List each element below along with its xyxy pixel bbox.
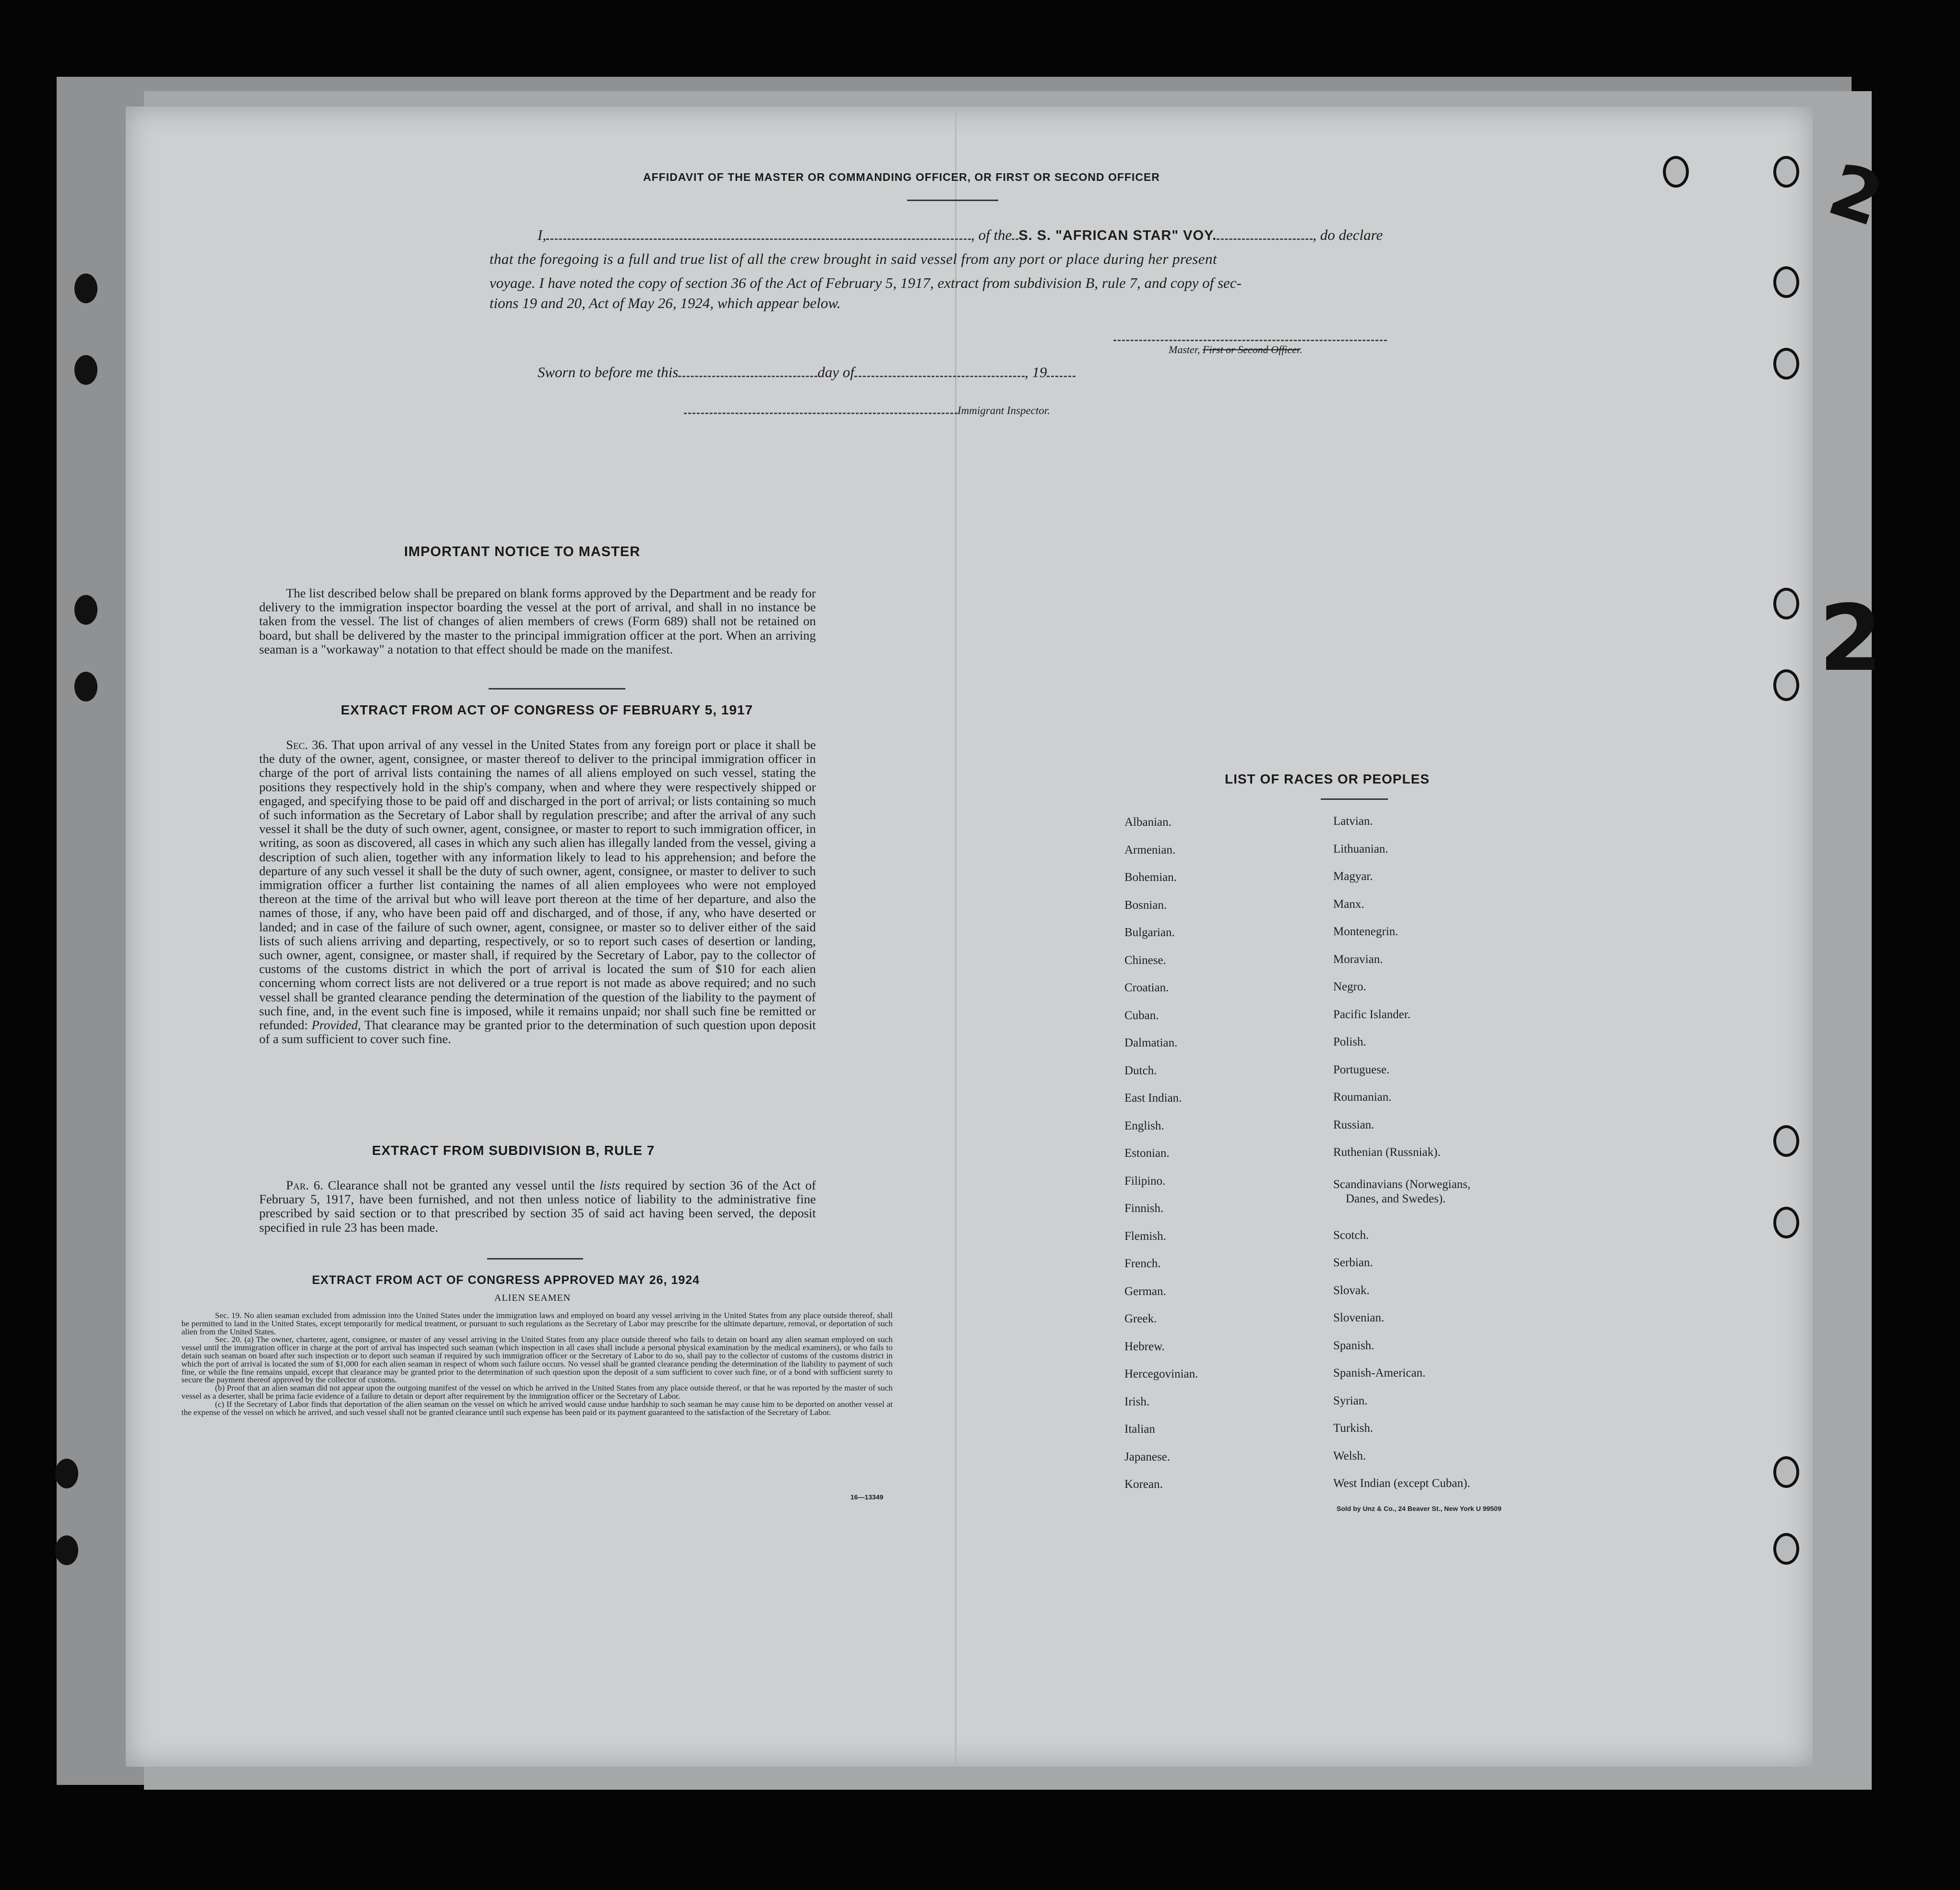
race-item: Polish. [1333,1035,1366,1048]
race-item: Bosnian. [1124,898,1167,912]
race-item: East Indian. [1124,1092,1182,1105]
struck-title: First or Second Officer [1202,344,1300,356]
handwritten-mark: 2 [1819,585,1883,691]
punch-hole [1773,669,1799,701]
race-item: Korean. [1124,1478,1163,1491]
signature-label: Master, First or Second Officer. [1169,344,1303,356]
vessel-stamp: S. S. "AFRICAN STAR" VOY. [1018,228,1217,243]
race-item: Montenegrin. [1333,925,1398,938]
rule-7-text: Par. 6. Clearance shall not be granted any vessel until the lists required by section 36 of the Act of February 5, 1917, have been furnished, and not then unless notice of liability to the administrative fine prescribed by said section or to that prescribed by section 35 of said act having been served, the deposit specified in rule 23 has been made. [259,1178,816,1235]
race-item: Moravian. [1333,952,1383,966]
signature-line [1113,340,1387,341]
rule-7-title: EXTRACT FROM SUBDIVISION B, RULE 7 [372,1143,655,1158]
race-item: Cuban. [1124,1009,1159,1022]
extract-1917-text: Sec. 36. That upon arrival of any vessel in the United States from any foreign port or place it shall be the duty of the owner, agent, consignee, or master thereof to deliver to the principal immigration officer in charge of the port of arrival lists containing the names of all aliens employed on such vessel, stating the positions they respectively hold in the ship's company, when and where they were respectively shipped or engaged, and specifying those to be paid off and discharged in the port of arrival; or lists containing so much of such information as the Secretary of Labor shall by regulation prescribe; and after the arrival of any such vessel it shall be the duty of such owner, agent, consignee, or master to report to such immigration officer, in writing, as soon as discovered, all cases in which any such alien has illegally landed from the vessel, giving a description of such alien, together with any information likely to lead to his apprehension; and before the departure of any such vessel it shall be the duty of such owner, agent, consignee, or master to deliver to such immigration officer a further list containing the names of all alien employees who were not employed thereon at the time of the arrival but who will leave port thereon at the time of her departure, and also the names of those, if any, who have been paid off and discharged, and of those, if any, who have deserted or landed; and in case of the failure of such owner, agent, consignee, or master so to deliver either of the said lists of such aliens arriving and departing, respectively, or so to report such cases of desertion or landing, such owner, agent, consignee, or master shall, if required by the Secretary of Labor, pay to the collector of customs of the customs district in which the port of arrival is located the sum of $10 for each alien concerning whom correct lists are not delivered or a true report is not made as above required; and no such vessel shall be granted clearance pending the determination of the question of the liability to the payment of such fine, and, in the event such fine is imposed, while it remains unpaid; nor shall such fine be remitted or refunded: Provided, That clearance may be granted prior to the determination of such question upon deposit of a sum sufficient to cover such fine. [259,737,816,1046]
form-number: 16—13349 [850,1493,884,1501]
race-item: Flemish. [1124,1229,1166,1243]
race-item: Slovenian. [1333,1311,1385,1324]
inspector-line: Immigrant Inspector. [684,404,1050,417]
affidavit-rule [907,200,998,201]
race-item: French. [1124,1257,1161,1270]
punch-hole [1773,588,1799,619]
binder-hole [74,273,97,303]
race-item: Scandinavians (Norwegians, [1333,1178,1471,1191]
race-item: Spanish. [1333,1339,1374,1352]
extract-1924-title: EXTRACT FROM ACT OF CONGRESS APPROVED MAY 26, 1924 [312,1273,700,1287]
extract-1917-title: EXTRACT FROM ACT OF CONGRESS OF FEBRUARY 5, 1917 [341,702,753,717]
race-item: Negro. [1333,980,1366,993]
punch-hole [1773,1125,1799,1157]
race-item: Syrian. [1333,1394,1368,1407]
punch-hole [1773,1207,1799,1238]
race-item: Ruthenian (Russniak). [1333,1146,1441,1159]
race-item: Japanese. [1124,1450,1171,1463]
race-item: Albanian. [1124,816,1171,829]
affidavit-of-the: , of the [971,226,1012,243]
affidavit-line-2: that the foregoing is a full and true list of all the crew brought in said vessel from any port or place during her present [490,250,1217,267]
race-item: Roumanian. [1333,1091,1392,1104]
race-item: Lithuanian. [1333,842,1388,856]
notice-title: IMPORTANT NOTICE TO MASTER [404,544,641,559]
race-item: Welsh. [1333,1449,1366,1462]
binder-hole [55,1459,78,1488]
sec-20b-text: (b) Proof that an alien seaman did not appear upon the outgoing manifest of the vessel on which he arrived in the United States from any place outside thereof, or that he was reported by the master of such vessel as a deserter, shall be prima facie evidence of a failure to detain or deport after requirement by the immigration officer or the Secretary of Labor. [181,1383,893,1401]
punch-hole [1773,266,1799,298]
race-item: Armenian. [1124,843,1176,856]
race-item: Danes, and Swedes). [1346,1192,1446,1205]
affidavit-title: AFFIDAVIT OF THE MASTER OR COMMANDING OFFICER, OR FIRST OR SECOND OFFICER [643,171,1160,183]
sec-36-label: Sec. 36. [286,737,328,752]
race-item: Slovak. [1333,1284,1370,1297]
race-item: English. [1124,1119,1164,1132]
race-item: Turkish. [1333,1422,1374,1435]
binder-hole [55,1535,78,1565]
handwritten-mark: 2 [1819,148,1893,243]
race-item: Filipino. [1124,1174,1166,1188]
race-item: Estonian. [1124,1147,1170,1160]
race-item: Latvian. [1333,815,1373,828]
race-item: Bulgarian. [1124,926,1175,939]
race-item: Bohemian. [1124,871,1177,884]
page-fold [955,107,956,1767]
race-item: Hebrew. [1124,1340,1165,1353]
races-rule [1321,798,1388,800]
race-item: Dalmatian. [1124,1036,1178,1049]
race-item: Russian. [1333,1118,1374,1131]
race-item: Finnish. [1124,1202,1164,1215]
extract-1924-text [181,1312,893,1416]
binder-hole [74,595,97,625]
printer-imprint: Sold by Unz & Co., 24 Beaver St., New York U 99509 [1337,1505,1502,1512]
race-item: Magyar. [1333,870,1373,883]
race-item: Hercegovinian. [1124,1367,1198,1380]
race-item: German. [1124,1284,1166,1298]
punch-hole [1773,348,1799,380]
par-6-label: Par. 6. [286,1178,323,1192]
race-item: West Indian (except Cuban). [1333,1477,1470,1490]
race-item: Manx. [1333,897,1364,911]
affidavit-i: I, [538,226,547,243]
binder-hole [74,355,97,385]
race-item: Italian [1124,1423,1155,1436]
race-item: Chinese. [1124,953,1166,967]
races-title: LIST OF RACES OR PEOPLES [1225,772,1430,786]
rule-7-rule [487,1258,583,1260]
race-item: Irish. [1124,1395,1150,1408]
race-item: Greek. [1124,1312,1157,1325]
sec-20a-text: Sec. 20. (a) The owner, charterer, agent, consignee, or master of any vessel arriving in the United States from any place outside thereof who fails to detain on board any alien seaman employed on such vessel until the immigration officer in charge at the port of arrival has inspected such seaman (which inspection in all cases shall include a personal physical examination by the medical examiners), or who fails to detain such seaman on board after such inspection or to deport such seaman if required by such immigration officer or the Secretary of Labor to do so, shall pay to the collector of customs of the customs district in which the port of arrival is located the sum of $1,000 for each alien seaman in respect of whom such failure occurs. No vessel shall be granted clearance pending the determination of the liability to payment of such fine, or while the fine remains unpaid, except that clearance may be granted prior to the determination of such question upon the deposit of a sum sufficient to cover such fine, or of a bond with sufficient surety to secure the payment thereof approved by the collector of customs. [181,1335,893,1385]
notice-rule [489,688,625,689]
punch-hole [1773,1456,1799,1488]
race-item: Serbian. [1333,1256,1373,1269]
race-item: Pacific Islander. [1333,1008,1411,1021]
notice-text: The list described below shall be prepared on blank forms approved by the Department and be ready for delivery to the immigration inspector boarding the vessel at the port of arrival, and shall in no instance be taken from the vessel. The list of changes of alien members of crews (Form 689) shall not be retained on board, but shall be delivered by the master to the principal immigration officer at the port. When an arriving seaman is a "workaway" a notation to that effect should be made on the manifest. [259,586,816,656]
affidavit-line-1 [538,226,1383,244]
affidavit-line-4: tions 19 and 20, Act of May 26, 1924, which appear below. [490,295,841,311]
race-item: Spanish-American. [1333,1367,1426,1379]
binder-hole [74,672,97,701]
affidavit-declare: , do declare [1313,226,1383,243]
race-item: Portuguese. [1333,1063,1390,1076]
affidavit-line-3: voyage. I have noted the copy of section 36 of the Act of February 5, 1917, extract from subdivision B, rule 7, and copy of sec- [490,274,1242,291]
sec-19-text: Sec. 19. No alien seaman excluded from admission into the United States under the immigration laws and employed on board any vessel arriving in the United States from any place outside thereof, shall be permitted to land in the United States, except temporarily for medical treatment, or pursuant to such regulations as the Secretary of Labor may prescribe for the ultimate departure, removal, or deportation of such alien from the United States. [181,1311,893,1336]
punch-hole [1773,1533,1799,1565]
sec-20c-text: (c) If the Secretary of Labor finds that deportation of the alien seaman on the vessel on which he arrived would cause undue hardship to such seaman he may cause him to be deported on another vessel at the expense of the vessel on which he arrived, and such vessel shall not be granted clearance until such expense has been paid or its payment guaranteed to the satisfaction of the Secretary of Labor. [181,1399,893,1417]
punch-hole [1663,156,1689,188]
race-item: Scotch. [1333,1228,1369,1242]
race-item: Croatian. [1124,981,1169,994]
race-item: Dutch. [1124,1064,1157,1077]
extract-1924-subtitle: ALIEN SEAMEN [494,1293,571,1303]
sworn-line: Sworn to before me this day of , 19 [538,364,1076,381]
punch-hole [1773,156,1799,188]
